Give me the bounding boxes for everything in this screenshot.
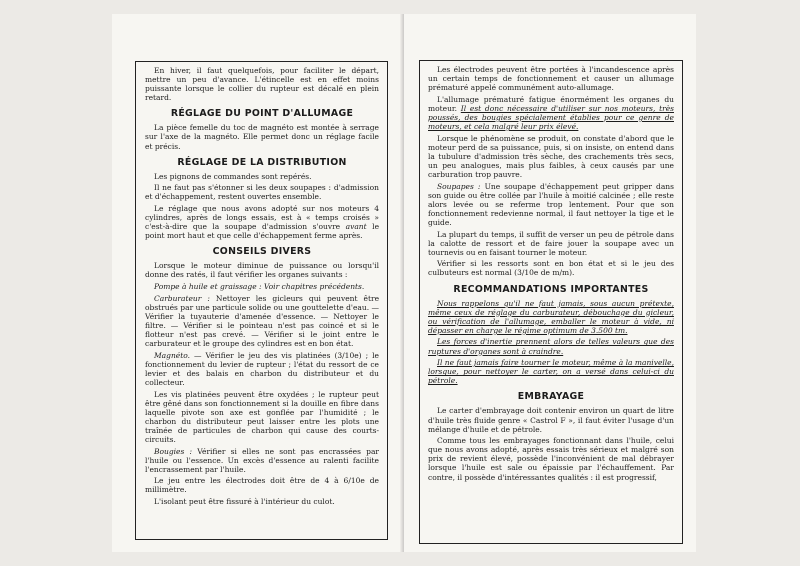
ressorts-paragraph: Vérifier si les ressorts sont en bon état et si le jeu des culbuteurs est normal (3/10e de m/m). (428, 259, 674, 278)
carburateur-label: Carburateur : (154, 293, 210, 303)
right-page-frame (419, 60, 683, 544)
embrayage-paragraph-1: Le carter d'embrayage doit contenir environ un quart de litre d'huile très fluide genre « Castrol F », il faut éviter l'usage d'un mélange d'huile et de pétrole. (428, 406, 674, 434)
conseils-carburateur (145, 294, 379, 349)
recommandation-2: Les forces d'inertie prennent alors de telles valeurs que des ruptures d'organes sont à craindre. (428, 337, 674, 356)
distribution-paragraph-1: Les pignons de commandes sont repérés. (154, 171, 312, 181)
left-page-frame (135, 61, 388, 540)
right-page (404, 14, 696, 552)
bougies-label: Bougies : (154, 446, 193, 456)
petrole-paragraph: La plupart du temps, il suffit de verser un peu de pétrole dans la calotte de ressort et de faire jouer la soupape avec un tournevis ou en faisant tourner le moteur. (428, 229, 674, 257)
heading-recommandations: RECOMMANDATIONS IMPORTANTES (453, 283, 649, 295)
carburateur-text: Nettoyer les gicleurs qui peuvent être obstrués par une particule solide ou une gouttelette d'eau. — Vérifier la tuyauterie d'amenée d'essence. — Nettoyer le filtre. — Vérifier si le pointeau n'est pas coincé et si le flotteur n'est pas crevé. — Vérifier si le joint entre le carburateur et le groupe des cylindres est en bon état. (145, 293, 380, 349)
magneto-text: — Vérifier le jeu des vis platinées (3/10e) ; le fonctionnement du levier de rupteur ; l'état du ressort de ce levier et des balais en charbon du distributeur et du collecteur. (145, 350, 379, 387)
soupapes-paragraph (428, 182, 674, 227)
heading-point-allumage: RÉGLAGE DU POINT D'ALLUMAGE (170, 108, 354, 120)
heading-distribution: RÉGLAGE DE LA DISTRIBUTION (177, 156, 347, 168)
conseils-bougies (145, 447, 379, 474)
soupapes-label: Soupapes : (437, 181, 481, 191)
point-allumage-paragraph: La pièce femelle du toc de magnéto est montée à serrage sur l'axe de la magnéto. Elle permet donc un réglage facile et précis. (145, 123, 379, 151)
distribution-paragraph-3 (145, 204, 379, 240)
conseils-electrodes: Le jeu entre les électrodes doit être de 4 à 6/10e de millimètre. (145, 476, 379, 495)
conseils-magneto (145, 351, 379, 387)
soupapes-text: Une soupape d'échappement peut gripper dans son guide ou être collée par l'huile à moitié calcinée ; elle reste alors levée ou se referme trop lentement. Pour que son fonctionnement redevienne normal, il faut nettoyer la tige et le guide. (428, 181, 674, 227)
electrodes-paragraph: Les électrodes peuvent être portées à l'incandescence après un certain temps de fonctionnement et causer un allumage prématuré appelé communément auto-allumage. (428, 65, 674, 93)
magneto-label: Magnéto. (154, 350, 191, 360)
recommandation-3: Il ne faut jamais faire tourner le moteur, même à la manivelle, lorsque, pour nettoyer le carter, on a versé dans celui-ci du pétrole. (428, 358, 674, 386)
intro-paragraph: En hiver, il faut quelquefois, pour faciliter le départ, mettre un peu d'avance. L'étincelle est en effet moins puissante lorsque le collier du rupteur est décalé en plein retard. (145, 66, 379, 103)
bougies-text: Vérifier si elles ne sont pas encrassées par l'huile ou l'essence. Un excès d'essence au ralenti facilite l'encrassement par l'huile. (145, 446, 379, 474)
recommandation-1: Nous rappelons qu'il ne faut jamais, sous aucun prétexte, même ceux de réglage du carburateur, débouchage du gicleur, ou vérification de l'allumage, emballer le moteur à vide, ni dépasser en charge le régime optimum de 3.500 tm. (428, 298, 674, 335)
allumage-premature-paragraph (428, 95, 674, 131)
distribution-text-a: Le réglage que nous avons adopté sur nos moteurs 4 cylindres, après de longs essais, est à « temps croisés » c'est-à-dire que la soupape d'admission s'ouvre (145, 203, 379, 232)
heading-embrayage: EMBRAYAGE (517, 391, 585, 403)
distribution-paragraph-2: Il ne faut pas s'étonner si les deux soupapes : d'admission et d'échappement, restent ouvertes ensemble. (145, 183, 379, 202)
heading-conseils: CONSEILS DIVERS (212, 246, 312, 258)
conseils-vis-platinees: Les vis platinées peuvent être oxydées ; le rupteur peut être gêné dans son fonctionnement si la douille en fibre dans laquelle pivote son axe est gonflée par l'humidité ; le charbon du distributeur peut laisser entre les plots une traînée de particules de charbon qui cause des courts-circuits. (145, 389, 379, 444)
conseils-pompe: Pompe à huile et graissage : Voir chapitres précédents. (154, 282, 365, 291)
embrayage-paragraph-2: Comme tous les embrayages fonctionnant dans l'huile, celui que nous avons adopté, après essais très sérieux et malgré son prix de revient élevé, possède l'inconvénient de mal débrayer lorsque l'huile est sale ou épaissie par l'échauffement. Par contre, il possède d'intéressantes qualités : il est progressif, (428, 436, 674, 482)
conseils-isolant: L'isolant peut être fissuré à l'intérieur du culot. (154, 497, 335, 507)
allumage-text: L'allumage prématuré fatigue énormément les organes du moteur. (428, 94, 674, 113)
conseils-paragraph-1: Lorsque le moteur diminue de puissance ou lorsqu'il donne des ratés, il faut vérifier les organes suivants : (145, 261, 379, 280)
allumage-emphasis: Il est donc nécessaire d'utiliser sur nos moteurs, très poussés, des bougies spécialement établies pour ce genre de moteurs, et cela malgré leur prix élevé. (428, 103, 674, 132)
phenomene-paragraph: Lorsque le phénomène se produit, on constate d'abord que le moteur perd de sa puissance, puis, si on insiste, on entend dans la tubulure d'admission très sèche, des crachements très secs, un peu analogues, mais plus faibles, à ceux causés par une carburation trop pauvre. (428, 133, 674, 180)
distribution-text-b: le point mort haut et que celle d'échappement ferme après. (145, 222, 380, 241)
left-page (112, 14, 404, 552)
distribution-emphasis: avant (345, 222, 367, 232)
